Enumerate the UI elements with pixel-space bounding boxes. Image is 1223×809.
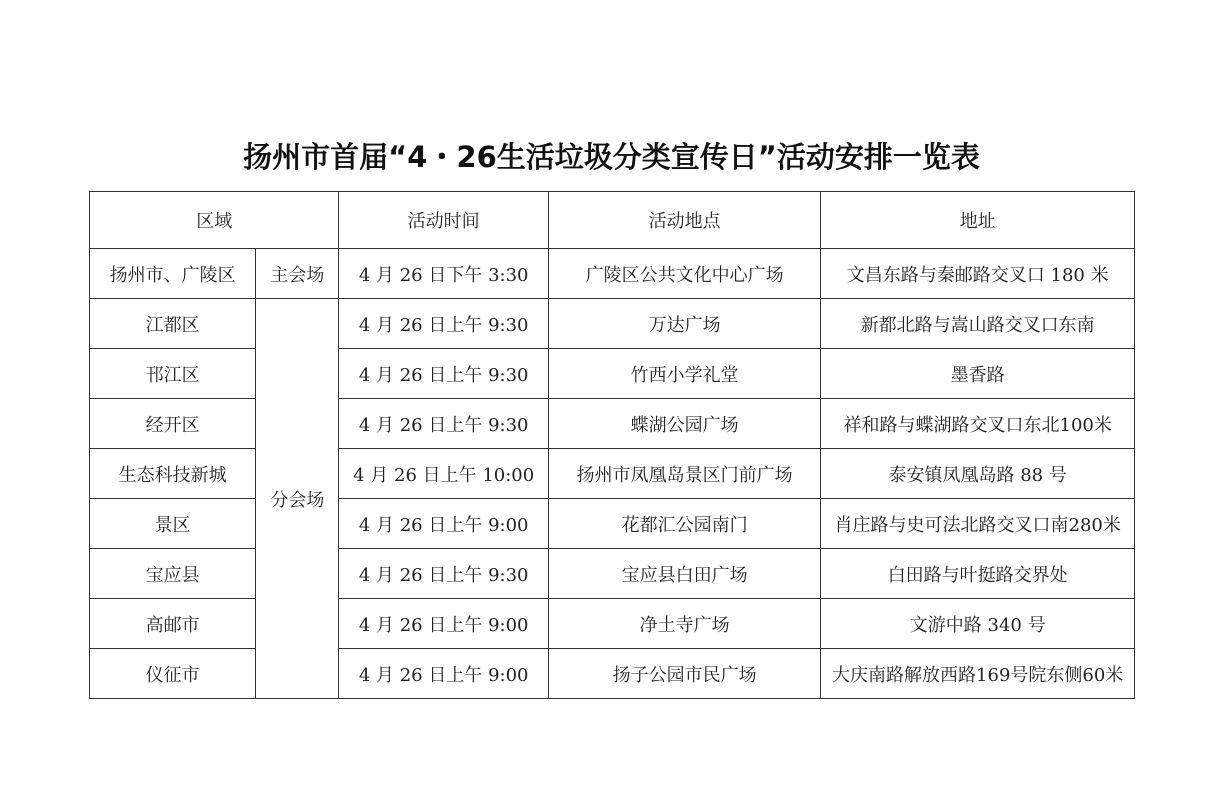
header-region: 区域 <box>90 192 339 249</box>
time-cell: 4 月 26 日上午 9:00 <box>339 599 548 649</box>
address-cell: 新都北路与嵩山路交叉口东南 <box>821 299 1135 349</box>
time-cell: 4 月 26 日上午 9:30 <box>339 299 548 349</box>
table-row <box>90 599 1135 649</box>
header-location: 活动地点 <box>548 192 821 249</box>
address-cell: 文游中路 340 号 <box>821 599 1135 649</box>
address-cell: 祥和路与蝶湖路交叉口东北100米 <box>821 399 1135 449</box>
address-cell: 泰安镇凤凰岛路 88 号 <box>821 449 1135 499</box>
location-cell: 花都汇公园南门 <box>548 499 821 549</box>
table-row <box>90 549 1135 599</box>
region-cell: 高邮市 <box>90 599 256 649</box>
location-cell: 广陵区公共文化中心广场 <box>548 249 821 299</box>
table-row-main-venue <box>90 249 1135 299</box>
address-cell: 大庆南路解放西路169号院东侧60米 <box>821 649 1135 699</box>
region-cell: 宝应县 <box>90 549 256 599</box>
region-cell: 邗江区 <box>90 349 256 399</box>
document-title: 扬州市首届“4・26生活垃圾分类宣传日”活动安排一览表 <box>243 140 980 174</box>
time-cell: 4 月 26 日上午 10:00 <box>339 449 548 499</box>
table-row <box>90 349 1135 399</box>
location-cell: 扬州市凤凰岛景区门前广场 <box>548 449 821 499</box>
address-cell: 白田路与叶挺路交界处 <box>821 549 1135 599</box>
location-cell: 宝应县白田广场 <box>548 549 821 599</box>
header-address: 地址 <box>821 192 1135 249</box>
time-cell: 4 月 26 日上午 9:30 <box>339 349 548 399</box>
sub-venue-cell: 分会场 <box>256 299 339 699</box>
region-cell: 生态科技新城 <box>90 449 256 499</box>
region-cell: 仪征市 <box>90 649 256 699</box>
header-time: 活动时间 <box>339 192 548 249</box>
address-cell: 文昌东路与秦邮路交叉口 180 米 <box>821 249 1135 299</box>
activity-schedule-table <box>89 191 1135 699</box>
time-cell: 4 月 26 日下午 3:30 <box>339 249 548 299</box>
region-cell: 景区 <box>90 499 256 549</box>
address-cell: 肖庄路与史可法北路交叉口南280米 <box>821 499 1135 549</box>
time-cell: 4 月 26 日上午 9:00 <box>339 499 548 549</box>
location-cell: 竹西小学礼堂 <box>548 349 821 399</box>
table-row <box>90 399 1135 449</box>
time-cell: 4 月 26 日上午 9:00 <box>339 649 548 699</box>
time-cell: 4 月 26 日上午 9:30 <box>339 399 548 449</box>
address-cell: 墨香路 <box>821 349 1135 399</box>
location-cell: 蝶湖公园广场 <box>548 399 821 449</box>
region-cell: 扬州市、广陵区 <box>90 249 256 299</box>
table-row <box>90 649 1135 699</box>
table-row <box>90 499 1135 549</box>
region-cell: 江都区 <box>90 299 256 349</box>
region-cell: 经开区 <box>90 399 256 449</box>
time-cell: 4 月 26 日上午 9:30 <box>339 549 548 599</box>
location-cell: 扬子公园市民广场 <box>548 649 821 699</box>
location-cell: 净土寺广场 <box>548 599 821 649</box>
table-header-row <box>90 192 1135 249</box>
table-row <box>90 449 1135 499</box>
venue-type-cell: 主会场 <box>256 249 339 299</box>
table-row <box>90 299 1135 349</box>
location-cell: 万达广场 <box>548 299 821 349</box>
